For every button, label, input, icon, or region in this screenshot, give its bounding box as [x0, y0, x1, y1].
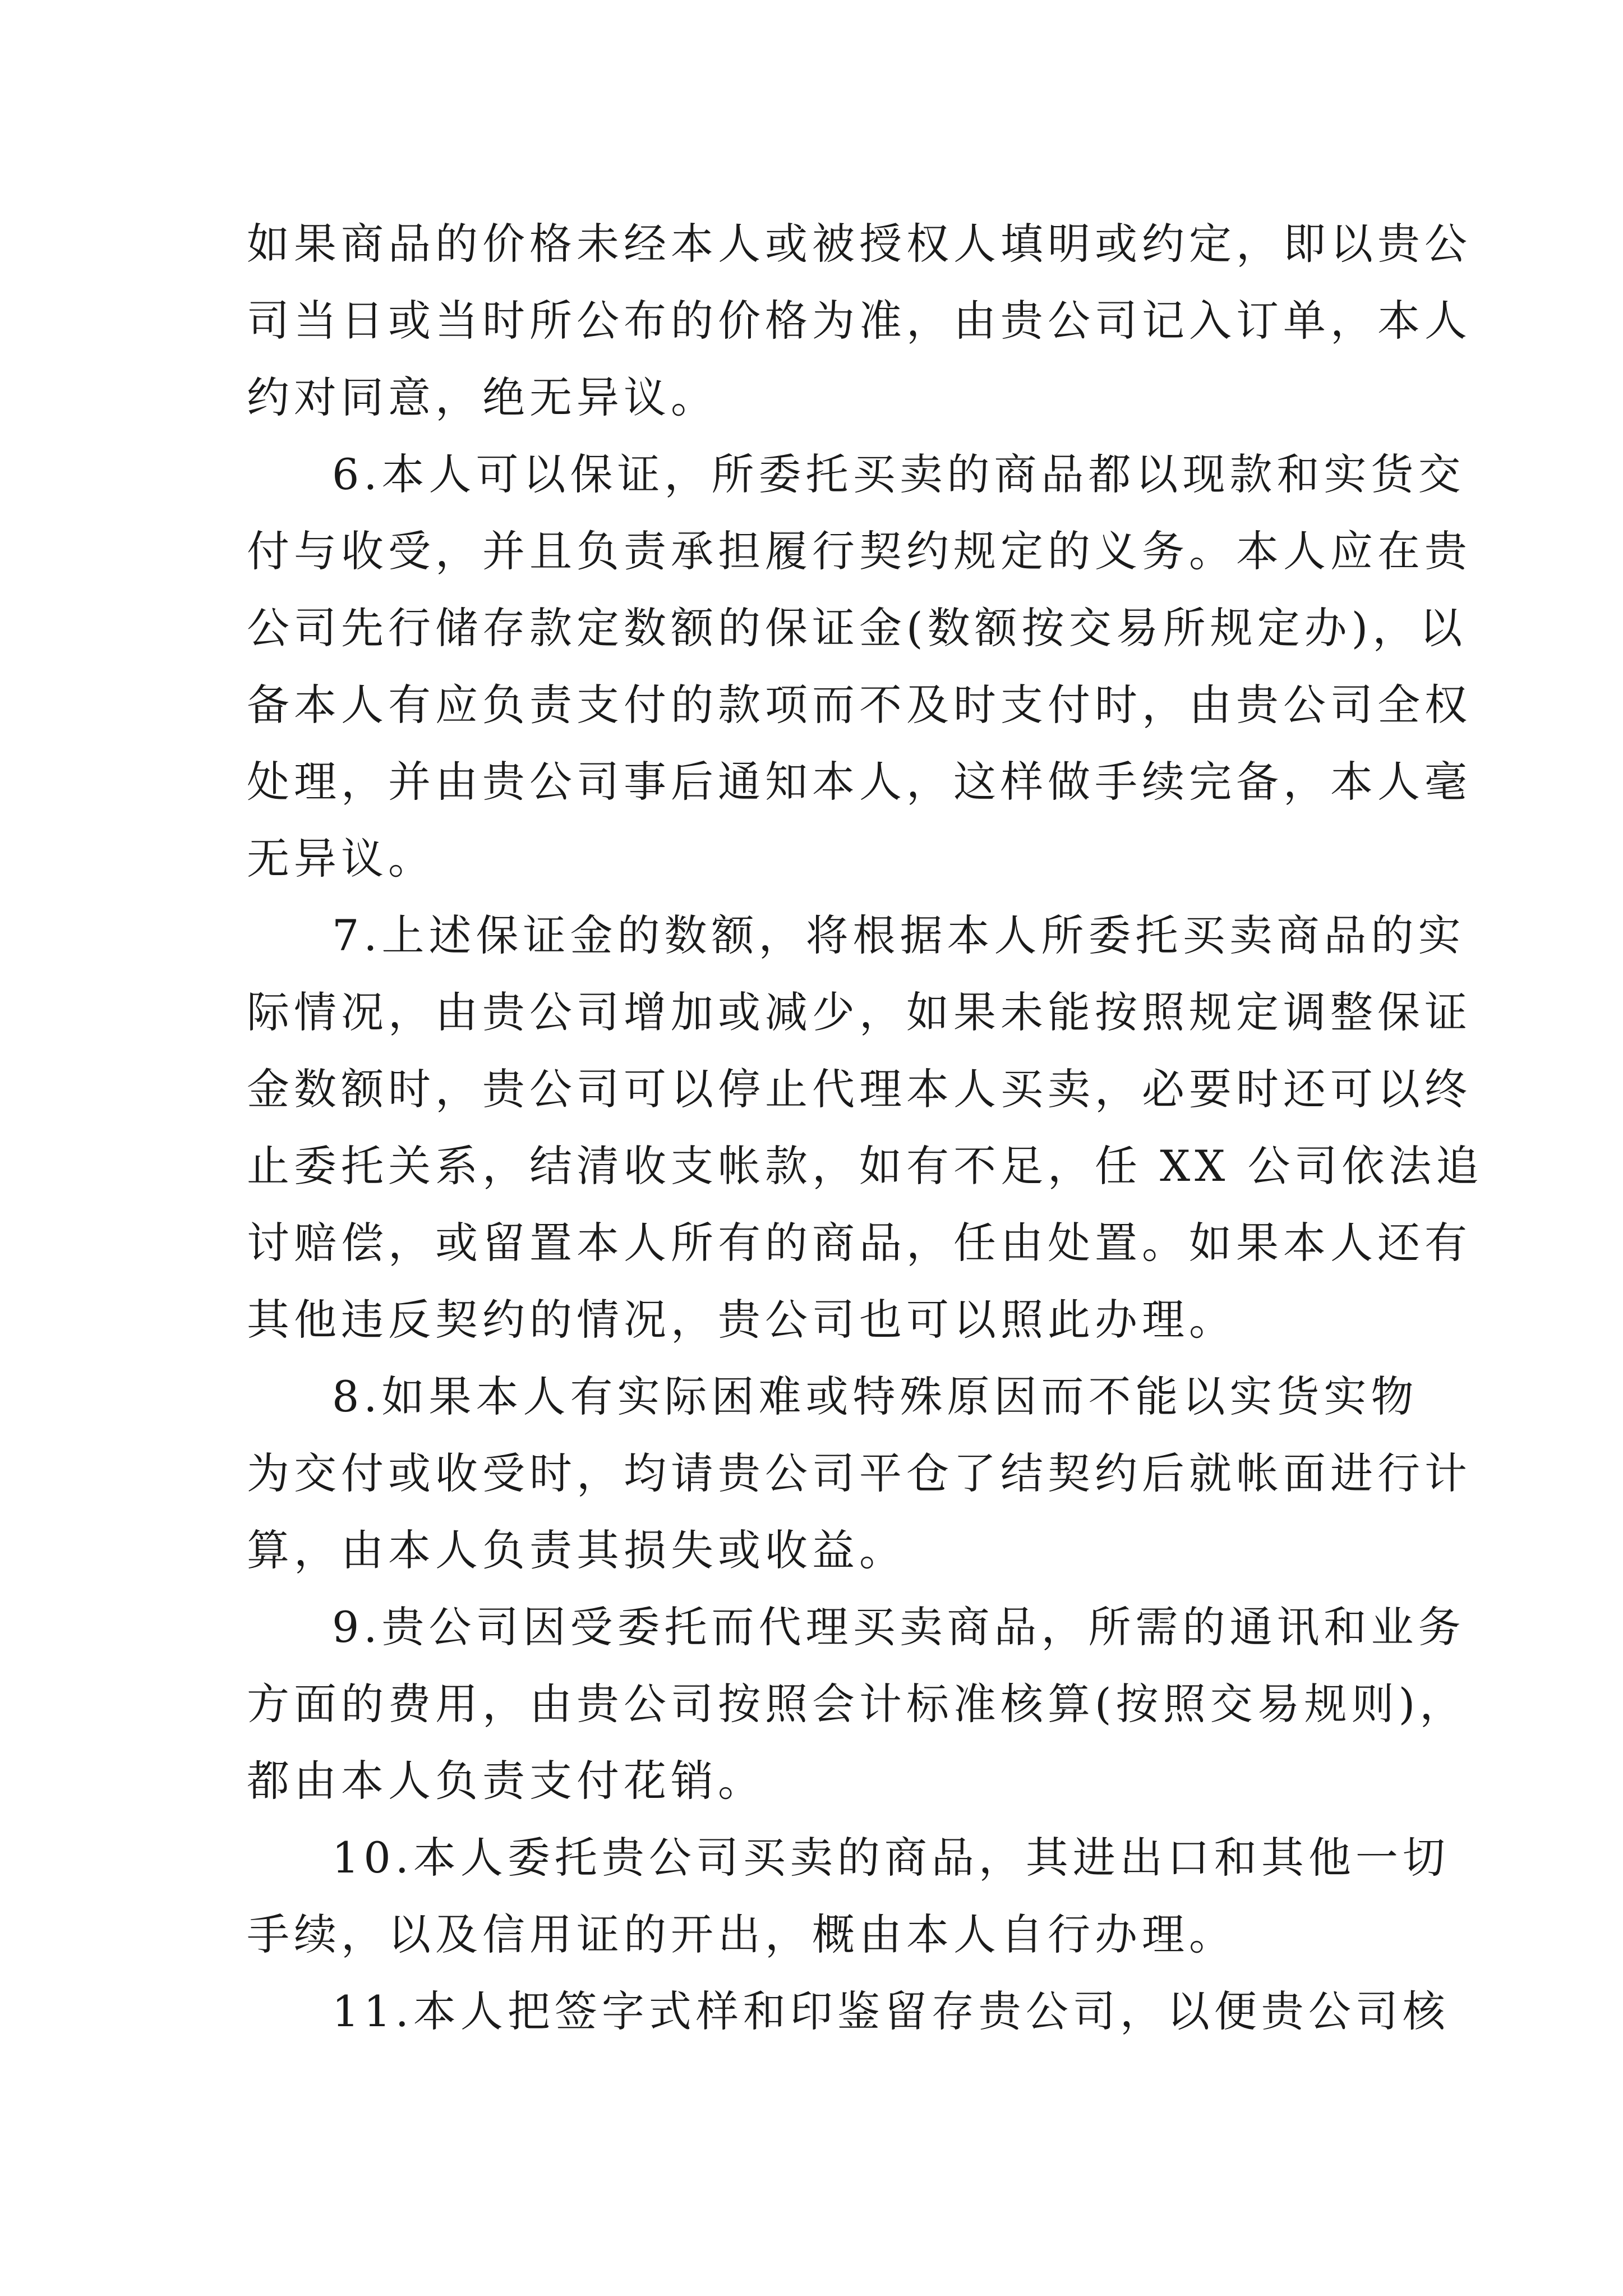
text-line: 6.本人可以保证，所委托买卖的商品都以现款和实货交: [332, 449, 1465, 499]
text-line: 讨赔偿，或留置本人所有的商品，任由处置。如果本人还有: [247, 1218, 1472, 1268]
paragraph-item-7: [247, 897, 1483, 1358]
text-line: 备本人有应负责支付的款项而不及时支付时，由贵公司全权: [247, 680, 1472, 730]
document-body: [247, 205, 1483, 2050]
text-line: 8.如果本人有实际困难或特殊原因而不能以实货实物: [332, 1372, 1418, 1421]
text-line: 止委托关系，结清收支帐款，如有不足，任 XX 公司依法追: [247, 1141, 1483, 1191]
text-line: 其他违反契约的情况，贵公司也可以照此办理。: [247, 1295, 1236, 1345]
text-line: 方面的费用，由贵公司按照会计标准核算(按照交易规则)，: [247, 1679, 1467, 1729]
paragraph-continued: [247, 205, 1472, 436]
text-line: 公司先行储存款定数额的保证金(数额按交易所规定办)，以: [247, 603, 1467, 653]
text-line: 为交付或收受时，均请贵公司平仓了结契约后就帐面进行计: [247, 1448, 1472, 1498]
text-line: 10.本人委托贵公司买卖的商品，其进出口和其他一切: [332, 1833, 1450, 1883]
text-line: 9.贵公司因受委托而代理买卖商品，所需的通讯和业务: [332, 1602, 1465, 1652]
text-line: 约对同意，绝无异议。: [247, 372, 718, 422]
text-line: 处理，并由贵公司事后通知本人，这样做手续完备，本人毫: [247, 757, 1472, 807]
text-line: 无异议。: [247, 834, 435, 884]
paragraph-item-8: [247, 1358, 1472, 1589]
text-line: 7.上述保证金的数额，将根据本人所委托买卖商品的实: [332, 910, 1465, 960]
text-line: 手续，以及信用证的开出，概由本人自行办理。: [247, 1910, 1236, 1959]
text-line: 都由本人负责支付花销。: [247, 1756, 765, 1806]
text-line: 际情况，由贵公司增加或减少，如果未能按照规定调整保证: [247, 987, 1472, 1037]
paragraph-item-11: [247, 1973, 1450, 2050]
text-line: 算，由本人负责其损失或收益。: [247, 1525, 906, 1575]
paragraph-item-9: [247, 1589, 1467, 1819]
paragraph-item-6: [247, 436, 1472, 897]
text-line: 金数额时，贵公司可以停止代理本人买卖，必要时还可以终: [247, 1064, 1472, 1114]
paragraph-item-10: [247, 1819, 1450, 1973]
text-line: 付与收受，并且负责承担履行契约规定的义务。本人应在贵: [247, 526, 1472, 576]
text-line: 11.本人把签字式样和印鉴留存贵公司，以便贵公司核: [332, 1986, 1450, 2036]
text-line: 司当日或当时所公布的价格为准，由贵公司记入订单，本人: [247, 296, 1472, 346]
text-line: 如果商品的价格未经本人或被授权人填明或约定，即以贵公: [247, 219, 1472, 269]
